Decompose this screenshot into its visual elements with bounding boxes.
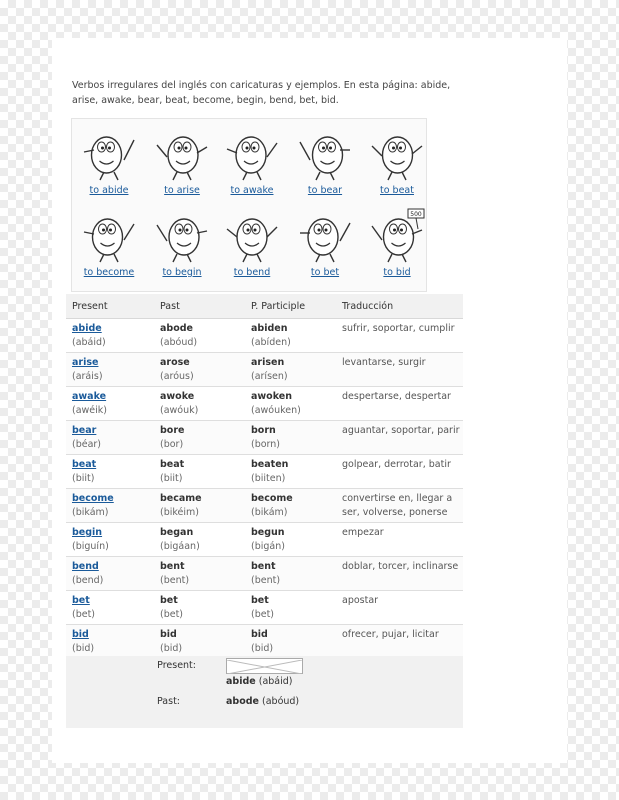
participle-form: awoken bbox=[251, 391, 292, 402]
cartoon-figure-icon bbox=[296, 207, 354, 263]
cartoon-cell bbox=[147, 205, 217, 289]
cartoon-link[interactable]: to bid bbox=[383, 267, 411, 278]
participle-pron: (born) bbox=[251, 439, 281, 450]
present-verb-link[interactable]: bend bbox=[72, 561, 99, 572]
participle-pron: (bid) bbox=[251, 643, 274, 654]
present-pron: (bet) bbox=[72, 609, 96, 620]
past-form: awoke bbox=[160, 391, 195, 402]
table-row bbox=[66, 353, 463, 387]
cartoon-cell bbox=[74, 123, 144, 207]
participle-pron: (awóuken) bbox=[251, 405, 301, 416]
table-row bbox=[66, 489, 463, 523]
participle-form: arisen bbox=[251, 357, 285, 368]
footer-past-value bbox=[226, 696, 299, 707]
past-cell bbox=[154, 353, 245, 387]
present-cell bbox=[66, 387, 154, 421]
past-form: became bbox=[160, 493, 202, 504]
table-row bbox=[66, 557, 463, 591]
past-pron: (bid) bbox=[160, 643, 183, 654]
sign-text: 500 bbox=[410, 211, 422, 218]
past-cell bbox=[154, 319, 245, 353]
present-cell bbox=[66, 353, 154, 387]
verb-table bbox=[66, 294, 463, 659]
present-cell bbox=[66, 455, 154, 489]
translation-cell: levantarse, surgir bbox=[336, 353, 463, 387]
past-cell bbox=[154, 591, 245, 625]
cartoon-cell bbox=[362, 205, 432, 289]
table-row bbox=[66, 319, 463, 353]
participle-cell bbox=[245, 625, 336, 659]
participle-form: bet bbox=[251, 595, 269, 606]
cartoon-cell bbox=[217, 123, 287, 207]
participle-pron: (bet) bbox=[251, 609, 275, 620]
table-row bbox=[66, 387, 463, 421]
translation-cell: apostar bbox=[336, 591, 463, 625]
past-cell bbox=[154, 387, 245, 421]
past-cell bbox=[154, 421, 245, 455]
present-pron: (béar) bbox=[72, 439, 102, 450]
translation-cell: despertarse, despertar bbox=[336, 387, 463, 421]
present-cell bbox=[66, 319, 154, 353]
cartoon-link[interactable]: to bend bbox=[233, 267, 271, 278]
participle-cell bbox=[245, 353, 336, 387]
cartoon-figure-icon bbox=[368, 207, 426, 263]
past-form: began bbox=[160, 527, 194, 538]
cartoon-link[interactable]: to awake bbox=[230, 185, 274, 196]
past-cell bbox=[154, 625, 245, 659]
cartoon-link[interactable]: to begin bbox=[162, 267, 202, 278]
table-row bbox=[66, 421, 463, 455]
translation-cell: convertirse en, llegar a ser, volverse, ponerse bbox=[336, 489, 463, 523]
footer-past-label: Past: bbox=[157, 696, 180, 707]
present-cell bbox=[66, 421, 154, 455]
header-present: Present bbox=[66, 294, 154, 319]
participle-pron: (bent) bbox=[251, 575, 281, 586]
participle-cell bbox=[245, 319, 336, 353]
present-verb-link[interactable]: begin bbox=[72, 527, 103, 538]
table-header-row bbox=[66, 294, 463, 319]
document-page bbox=[52, 38, 567, 763]
present-verb-link[interactable]: bear bbox=[72, 425, 97, 436]
cartoon-grid bbox=[71, 118, 427, 292]
participle-pron: (abíden) bbox=[251, 337, 291, 348]
participle-form: bent bbox=[251, 561, 276, 572]
cartoon-cell bbox=[147, 123, 217, 207]
present-cell bbox=[66, 591, 154, 625]
present-verb-link[interactable]: arise bbox=[72, 357, 99, 368]
cartoon-figure-icon bbox=[223, 207, 281, 263]
footer-present-pron: (abáid) bbox=[258, 676, 293, 687]
cartoon-figure-icon bbox=[80, 125, 138, 181]
table-row bbox=[66, 455, 463, 489]
present-verb-link[interactable]: become bbox=[72, 493, 114, 504]
present-pron: (biguín) bbox=[72, 541, 109, 552]
audio-footer bbox=[66, 656, 463, 728]
past-pron: (bent) bbox=[160, 575, 190, 586]
cartoon-cell bbox=[362, 123, 432, 207]
participle-cell bbox=[245, 489, 336, 523]
intro-text: Verbos irregulares del inglés con caricaturas y ejemplos. En esta página: abide, arise, awake, bear, beat, become, begin, bend, bet, bid. bbox=[72, 80, 451, 106]
broken-media-icon bbox=[227, 660, 302, 674]
participle-cell bbox=[245, 523, 336, 557]
present-verb-link[interactable]: awake bbox=[72, 391, 107, 402]
footer-past-pron: (abóud) bbox=[262, 696, 300, 707]
past-pron: (abóud) bbox=[160, 337, 198, 348]
participle-form: abiden bbox=[251, 323, 288, 334]
table-row bbox=[66, 625, 463, 659]
cartoon-link[interactable]: to abide bbox=[89, 185, 129, 196]
translation-cell: golpear, derrotar, batir bbox=[336, 455, 463, 489]
translation-cell: sufrir, soportar, cumplir bbox=[336, 319, 463, 353]
present-verb-link[interactable]: bid bbox=[72, 629, 89, 640]
cartoon-figure-icon bbox=[80, 207, 138, 263]
cartoon-figure-icon bbox=[153, 125, 211, 181]
past-form: bid bbox=[160, 629, 177, 640]
present-cell bbox=[66, 557, 154, 591]
participle-pron: (bigán) bbox=[251, 541, 285, 552]
cartoon-link[interactable]: to become bbox=[83, 267, 135, 278]
present-cell bbox=[66, 625, 154, 659]
participle-cell bbox=[245, 557, 336, 591]
present-pron: (bend) bbox=[72, 575, 104, 586]
past-form: bet bbox=[160, 595, 178, 606]
past-cell bbox=[154, 523, 245, 557]
past-cell bbox=[154, 455, 245, 489]
present-pron: (abáid) bbox=[72, 337, 106, 348]
cartoon-figure-icon bbox=[223, 125, 281, 181]
cartoon-link[interactable]: to bet bbox=[310, 267, 340, 278]
participle-form: bid bbox=[251, 629, 268, 640]
participle-form: begun bbox=[251, 527, 285, 538]
footer-present-label: Present: bbox=[157, 660, 196, 671]
past-pron: (bigáan) bbox=[160, 541, 200, 552]
participle-cell bbox=[245, 455, 336, 489]
past-form: arose bbox=[160, 357, 190, 368]
cartoon-link[interactable]: to arise bbox=[164, 185, 200, 196]
present-verb-link[interactable]: bet bbox=[72, 595, 90, 606]
participle-pron: (biiten) bbox=[251, 473, 286, 484]
past-form: abode bbox=[160, 323, 193, 334]
present-verb-link[interactable]: abide bbox=[72, 323, 102, 334]
past-form: bore bbox=[160, 425, 185, 436]
header-past-participle: P. Participle bbox=[245, 294, 336, 319]
footer-present-value bbox=[226, 676, 293, 687]
present-pron: (awéik) bbox=[72, 405, 107, 416]
present-pron: (aráis) bbox=[72, 371, 103, 382]
past-form: bent bbox=[160, 561, 185, 572]
present-cell bbox=[66, 523, 154, 557]
past-pron: (bor) bbox=[160, 439, 184, 450]
header-past: Past bbox=[154, 294, 245, 319]
header-traduccion: Traducción bbox=[336, 294, 463, 319]
present-pron: (bikám) bbox=[72, 507, 109, 518]
cartoon-link[interactable]: to beat bbox=[380, 185, 414, 196]
participle-pron: (arísen) bbox=[251, 371, 288, 382]
cartoon-figure-icon bbox=[296, 125, 354, 181]
cartoon-cell bbox=[74, 205, 144, 289]
footer-past-verb: abode bbox=[226, 696, 259, 707]
participle-cell bbox=[245, 421, 336, 455]
present-cell bbox=[66, 489, 154, 523]
past-pron: (bet) bbox=[160, 609, 184, 620]
cartoon-figure-icon bbox=[153, 207, 211, 263]
participle-form: beaten bbox=[251, 459, 289, 470]
cartoon-cell bbox=[290, 205, 360, 289]
past-pron: (awóuk) bbox=[160, 405, 199, 416]
table-row bbox=[66, 591, 463, 625]
past-pron: (bikéim) bbox=[160, 507, 199, 518]
past-cell bbox=[154, 557, 245, 591]
present-pron: (bid) bbox=[72, 643, 95, 654]
table-row bbox=[66, 523, 463, 557]
cartoon-figure-icon bbox=[368, 125, 426, 181]
audio-player[interactable] bbox=[226, 658, 303, 674]
past-pron: (biit) bbox=[160, 473, 183, 484]
translation-cell: empezar bbox=[336, 523, 463, 557]
cartoon-cell bbox=[217, 205, 287, 289]
cartoon-link[interactable]: to bear bbox=[307, 185, 343, 196]
participle-pron: (bikám) bbox=[251, 507, 288, 518]
present-verb-link[interactable]: beat bbox=[72, 459, 97, 470]
present-pron: (biit) bbox=[72, 473, 95, 484]
past-form: beat bbox=[160, 459, 185, 470]
past-cell bbox=[154, 489, 245, 523]
participle-cell bbox=[245, 591, 336, 625]
cartoon-cell bbox=[290, 123, 360, 207]
participle-cell bbox=[245, 387, 336, 421]
participle-form: born bbox=[251, 425, 276, 436]
footer-present-verb: abide bbox=[226, 676, 256, 687]
translation-cell: doblar, torcer, inclinarse bbox=[336, 557, 463, 591]
translation-cell: ofrecer, pujar, licitar bbox=[336, 625, 463, 659]
translation-cell: aguantar, soportar, parir bbox=[336, 421, 463, 455]
participle-form: become bbox=[251, 493, 293, 504]
past-pron: (aróus) bbox=[160, 371, 194, 382]
